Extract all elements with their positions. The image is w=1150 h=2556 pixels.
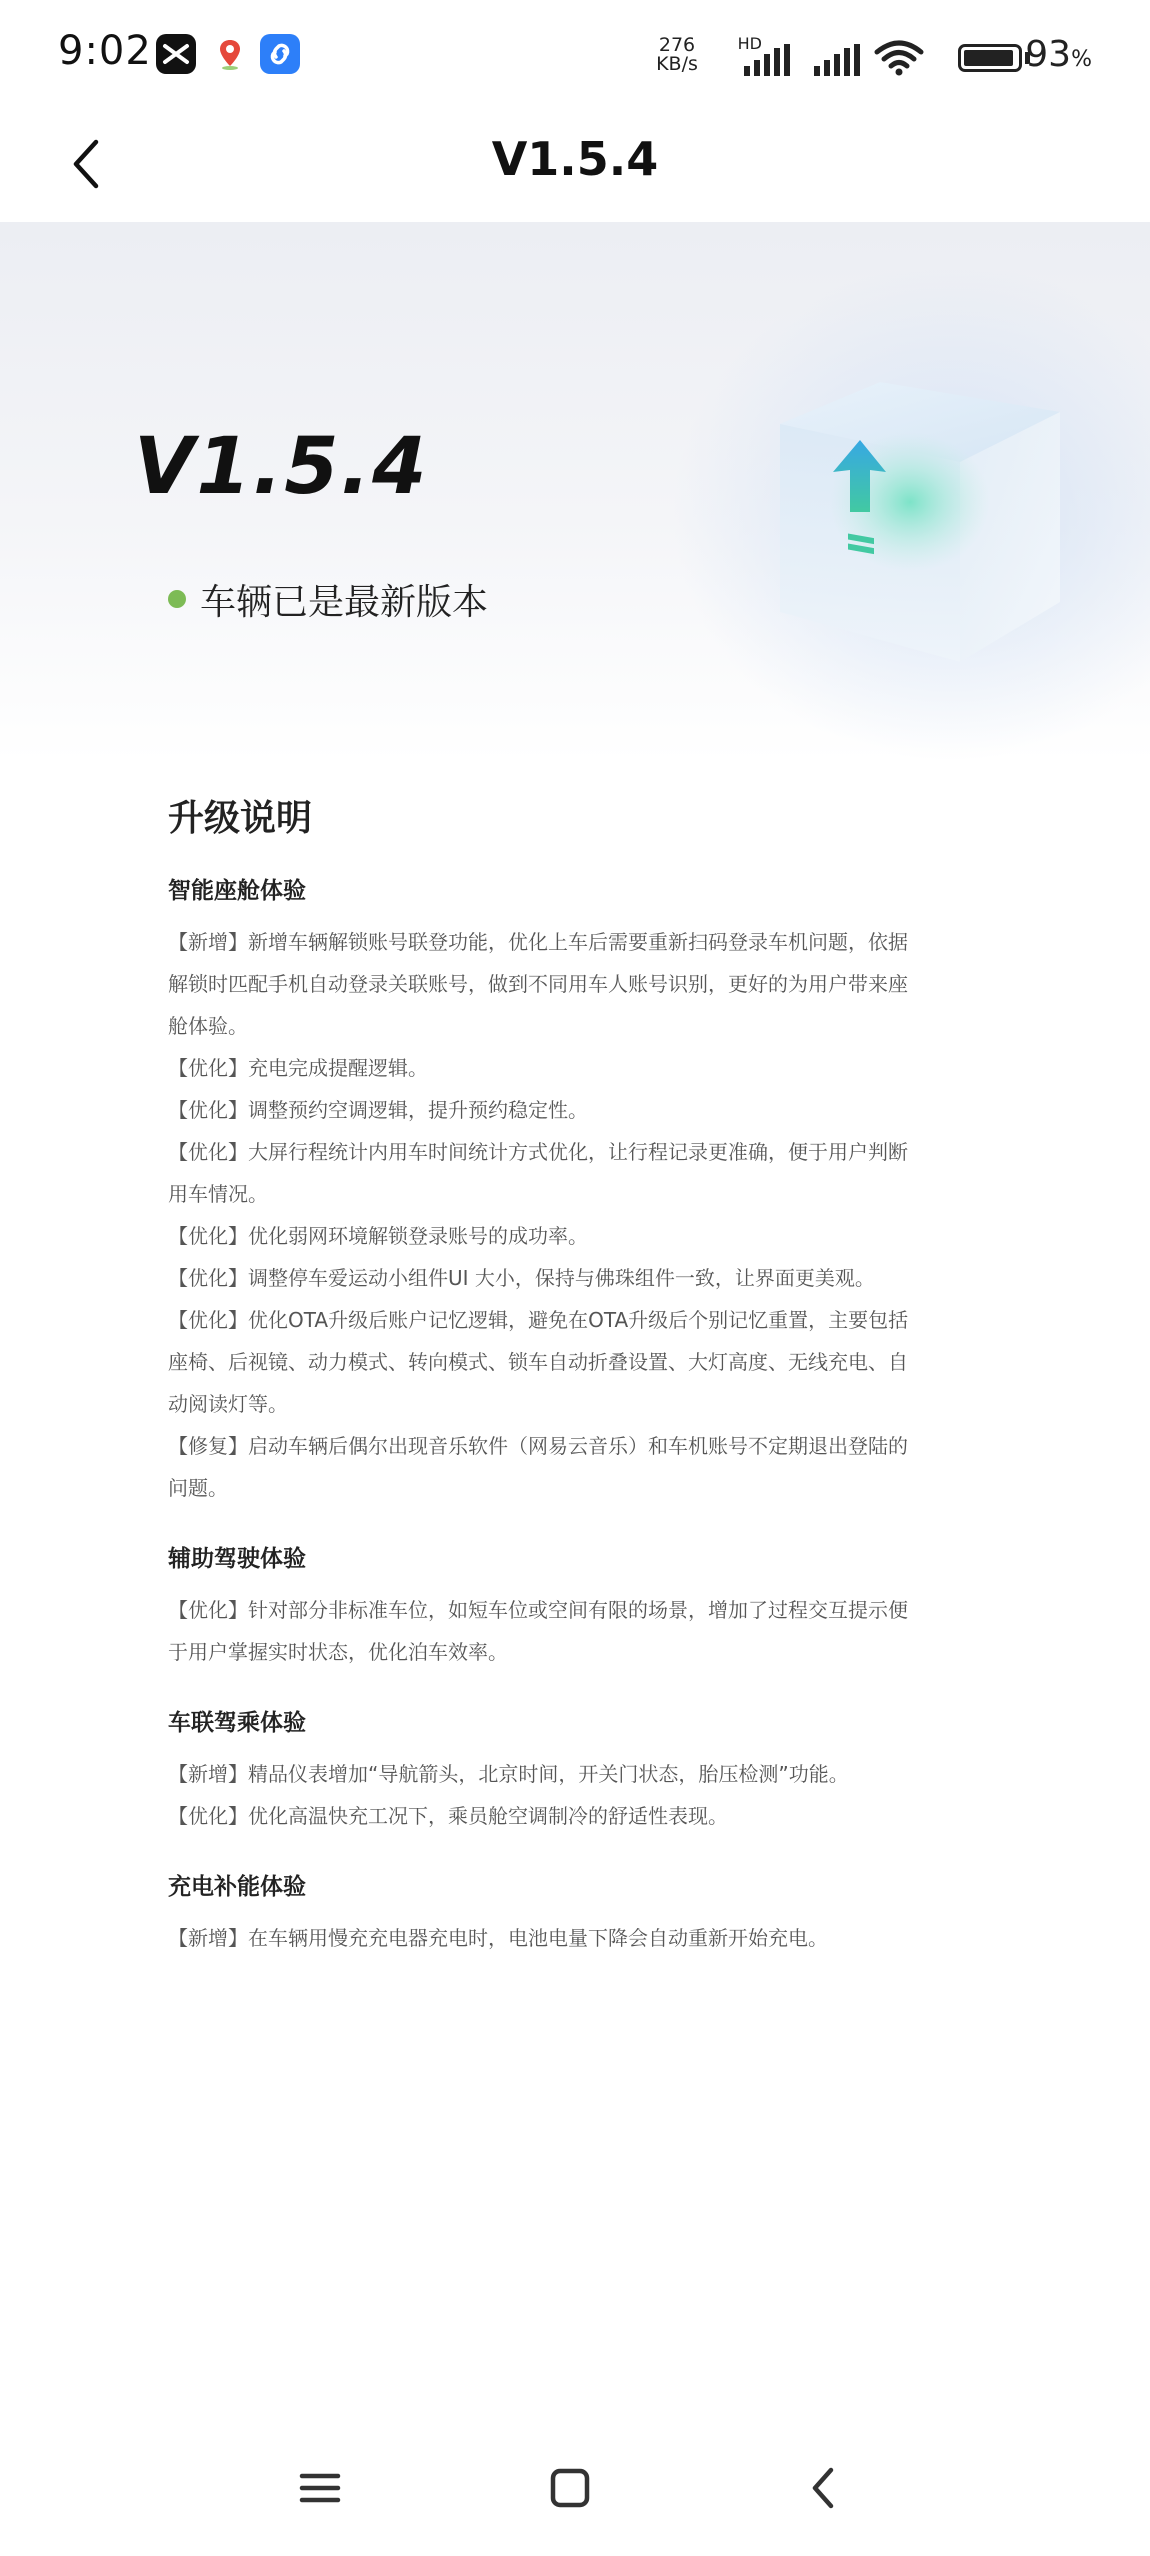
signal-icon xyxy=(742,44,792,76)
back-icon xyxy=(795,2458,855,2518)
note-item: 解锁时匹配手机自动登录关联账号，做到不同用车人账号识别，更好的为用户带来座 xyxy=(168,972,908,996)
section-title: 车联驾乘体验 xyxy=(168,1710,306,1736)
note-item: 问题。 xyxy=(168,1476,228,1500)
section-title: 智能座舱体验 xyxy=(168,878,306,904)
status-indicators xyxy=(532,32,1092,82)
note-item: 于用户掌握实时状态，优化泊车效率。 xyxy=(168,1640,508,1664)
note-item: 【优化】针对部分非标准车位，如短车位或空间有限的场景，增加了过程交互提示便 xyxy=(168,1598,908,1622)
note-item: 【优化】大屏行程统计内用车时间统计方式优化，让行程记录更准确，便于用户判断 xyxy=(168,1140,908,1164)
net-speed: 276 KB/s xyxy=(656,34,698,75)
note-item: 动阅读灯等。 xyxy=(168,1392,288,1416)
battery-level: 93% xyxy=(1025,34,1092,75)
link-app-icon xyxy=(260,34,300,74)
home-icon xyxy=(540,2458,600,2518)
note-item: 【新增】精品仪表增加“导航箭头，北京时间，开关门状态，胎压检测”功能。 xyxy=(168,1762,849,1786)
section-title: 充电补能体验 xyxy=(168,1874,306,1900)
notes-sections xyxy=(168,871,968,1959)
note-item: 【修复】启动车辆后偶尔出现音乐软件（网易云音乐）和车机账号不定期退出登陆的 xyxy=(168,1434,908,1458)
note-item: 舱体验。 xyxy=(168,1014,248,1038)
note-item: 【优化】优化高温快充工况下，乘员舱空调制冷的舒适性表现。 xyxy=(168,1804,728,1828)
hd-label: HD xyxy=(737,34,762,53)
note-item: 【优化】调整停车爱运动小组件UI 大小，保持与佛珠组件一致，让界面更美观。 xyxy=(168,1266,875,1290)
x-app-icon xyxy=(156,34,196,74)
system-nav-bar xyxy=(0,2430,1150,2556)
menu-icon xyxy=(290,2458,350,2518)
status-time: 9:02 xyxy=(58,28,152,74)
notes-section xyxy=(168,1539,968,1673)
note-item: 座椅、后视镜、动力模式、转向模式、锁车自动折叠设置、大灯高度、无线充电、自 xyxy=(168,1350,908,1374)
update-status-text: 车辆已是最新版本 xyxy=(200,582,489,623)
menu-button[interactable] xyxy=(290,2458,350,2518)
battery-icon xyxy=(958,44,1022,72)
note-item: 用车情况。 xyxy=(168,1182,268,1206)
notes-section xyxy=(168,871,968,1509)
version-hero xyxy=(0,222,1150,762)
note-item: 【优化】调整预约空调逻辑，提升预约稳定性。 xyxy=(168,1098,588,1122)
hero-version: V1.5.4 xyxy=(134,422,429,512)
map-app-icon xyxy=(210,34,250,74)
page-title: V1.5.4 xyxy=(491,132,659,186)
nav-header xyxy=(0,110,1150,222)
status-bar xyxy=(0,0,1150,110)
notes-title: 升级说明 xyxy=(168,798,313,839)
notes-section xyxy=(168,1867,968,1959)
wifi-icon xyxy=(874,40,924,76)
note-item: 【优化】充电完成提醒逻辑。 xyxy=(168,1056,428,1080)
status-dot-icon xyxy=(168,590,186,608)
home-button[interactable] xyxy=(540,2458,600,2518)
system-back-button[interactable] xyxy=(795,2458,855,2518)
note-item: 【优化】优化OTA升级后账户记忆逻辑，避免在OTA升级后个别记忆重置，主要包括 xyxy=(168,1308,909,1332)
signal-icon xyxy=(812,44,862,76)
release-notes xyxy=(168,790,968,1989)
section-title: 辅助驾驶体验 xyxy=(168,1546,306,1572)
upgrade-cube-icon xyxy=(760,362,1080,682)
note-item: 【优化】优化弱网环境解锁登录账号的成功率。 xyxy=(168,1224,588,1248)
note-item: 【新增】在车辆用慢充充电器充电时，电池电量下降会自动重新开始充电。 xyxy=(168,1926,828,1950)
note-item: 【新增】新增车辆解锁账号联登功能，优化上车后需要重新扫码登录车机问题，依据 xyxy=(168,930,908,954)
notes-section xyxy=(168,1703,968,1837)
